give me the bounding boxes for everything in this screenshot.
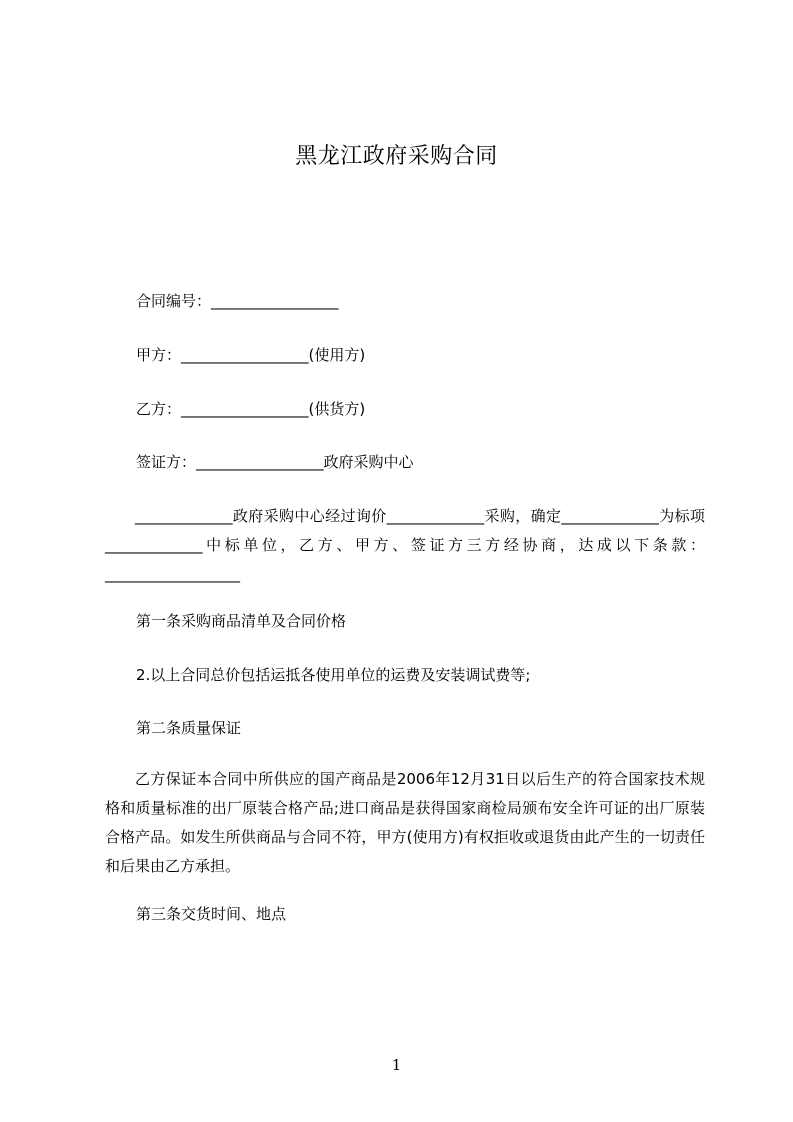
intro-paragraph: _____________政府采购中心经过询价_____________采购，确定_____________为标项_____________中标单位，乙方、甲方、签证方三方经协商，达成以下条款：__________________ — [105, 507, 705, 583]
article-3-heading: 第三条交货时间、地点 — [136, 905, 287, 923]
article-2-body: 乙方保证本合同中所供应的国产商品是2006年12月31日以后生产的符合国家技术规格和质量标准的出厂原装合格产品;进口商品是获得国家商检局颁布安全许可证的出厂原装合格产品。如发生所供商品与合同不符，甲方(使用方)有权拒收或退货由此产生的一切责任和后果由乙方承担。 — [105, 770, 705, 875]
document-title: 黑龙江政府采购合同 — [295, 144, 498, 169]
page-number: 1 — [391, 1056, 402, 1074]
notary-field: 签证方：_________________政府采购中心 — [136, 453, 414, 471]
contract-number-field: 合同编号：_________________ — [136, 292, 339, 310]
article-1-item-2: 2.以上合同总价包括运抵各使用单位的运费及安装调试费等; — [136, 666, 531, 684]
party-b-field: 乙方：_________________(供货方) — [136, 400, 366, 418]
party-a-field: 甲方：_________________(使用方) — [136, 346, 366, 364]
article-1-heading: 第一条采购商品清单及合同价格 — [136, 612, 347, 630]
article-2-heading: 第二条质量保证 — [136, 719, 242, 737]
